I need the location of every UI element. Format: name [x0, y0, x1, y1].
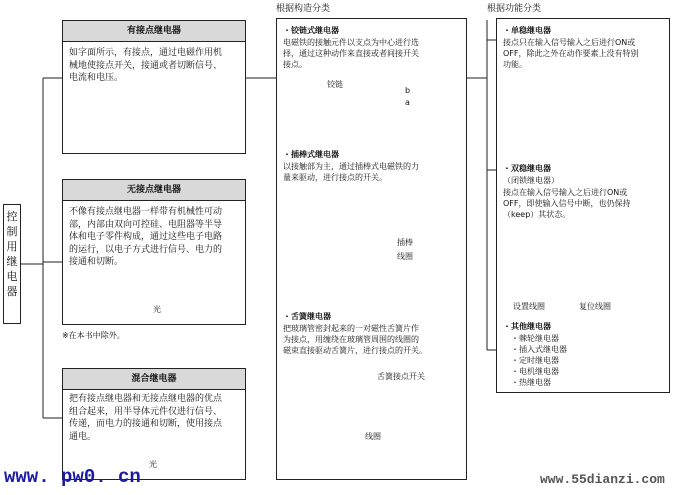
reed-desc: 把玻璃管密封起来的一对磁性舌簧片作 为接点，用缠绕在玻璃管周围的线圈的 磁束直接驱动舌簧片，进行接点的开关。 [283, 324, 427, 355]
reset-coil-label: 复位线圈 [579, 302, 611, 311]
hinge-desc: 电磁铁的接触元件以支点为中心进行选 择，通过这种动作来直接或者间接开关 接点。 [283, 38, 419, 69]
other-relay-item: ・插入式继电器 [511, 345, 567, 354]
contact-relay-title: 有接点继电器 [63, 21, 245, 42]
hybrid-relay-title: 混合继电器 [63, 369, 245, 390]
plunger-title: ・插棒式继电器 [283, 150, 339, 159]
reed-title: ・舌簧继电器 [283, 312, 331, 321]
function-col-header: 根据功能分类 [487, 4, 542, 14]
plunger-coil-label: 线圈 [397, 252, 413, 261]
bistable-desc: 接点在输入信号输入之后进行ON或 OFF，即使输入信号中断，也仍保持 （keep）其状态。 [503, 188, 631, 219]
other-relay-item: ・电机继电器 [511, 367, 559, 376]
reed-switch-label: 舌簧接点开关 [377, 372, 425, 381]
hybrid-light-label: 光 [149, 460, 157, 469]
hybrid-relay-desc: 把有接点继电器和无接点继电器的优点 组合起来，用半导体元件仅进行信号、 传递，而电力的接通和切断，使用接点 通电。 [69, 394, 223, 442]
contactless-light-label: 光 [153, 305, 161, 314]
hinge-label-b: b [405, 86, 411, 95]
structure-box [276, 18, 467, 480]
hinge-label: 铰链 [327, 80, 343, 89]
monostable-desc: 接点只在输入信号输入之后进行ON或 OFF，除此之外在动作要素上没有特别 功能。 [503, 38, 639, 69]
contactless-relay-title: 无接点继电器 [63, 180, 245, 201]
reed-coil-label: 线圈 [365, 432, 381, 441]
other-relay-item: ・定时继电器 [511, 356, 559, 365]
contact-relay-desc: 如字面所示，有接点，通过电磁作用机 械地使接点开关，接通或者切断信号、 电流和电压。 [69, 48, 223, 83]
set-coil-label: 设置线圈 [513, 302, 545, 311]
other-relay-item: ・棘轮继电器 [511, 334, 559, 343]
plunger-desc: 以接触部为主，通过插棒式电磁铁的力 量来驱动，进行接点的开关。 [283, 162, 419, 182]
contactless-relay-box [62, 179, 246, 325]
contact-relay-box [62, 20, 246, 154]
monostable-title: ・单稳继电器 [503, 26, 551, 35]
bistable-subtitle: （闭锁继电器） [503, 176, 559, 185]
vertical-label: 控制用继电器 [3, 204, 21, 324]
contactless-note: ※在本书中除外。 [62, 331, 125, 340]
watermark-right: www.55dianzi.com [540, 472, 665, 487]
bistable-title: ・双稳继电器 [503, 164, 551, 173]
other-relay-item: ・热继电器 [511, 378, 551, 387]
function-box [496, 18, 670, 393]
watermark-left: www. pw0. cn [4, 466, 141, 488]
other-relays-title: ・其他继电器 [503, 322, 551, 331]
hinge-title: ・铰链式继电器 [283, 26, 339, 35]
plunger-label: 插棒 [397, 238, 413, 247]
hinge-label-a: a [405, 98, 410, 107]
hybrid-relay-box [62, 368, 246, 480]
structure-col-header: 根据构造分类 [276, 4, 331, 14]
contactless-relay-desc: 不像有接点继电器一样带有机械性可动 部，内部由双向可控硅、电阻器等半导 体和电子零件构成，通过这些电子电路 的运行，以电子方式进行信号、电力的 接通和切断。 [69, 207, 223, 267]
